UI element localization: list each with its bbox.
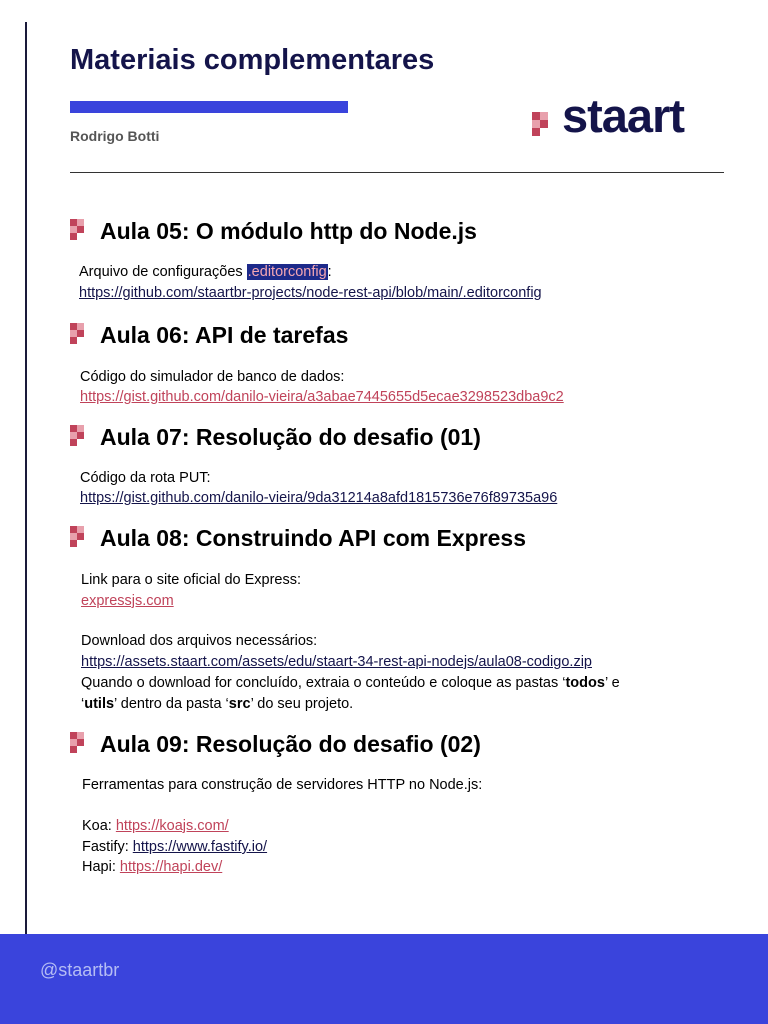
logo-wordmark: staart — [562, 89, 685, 142]
db-simulator-label: Código do simulador de banco de dados: — [80, 369, 345, 385]
section-heading-aula-06: Aula 06: API de tarefas — [70, 320, 348, 350]
fastify-item: Fastify: https://www.fastify.io/ — [82, 839, 268, 855]
title-underline-bar — [70, 101, 348, 113]
section-bullet-icon — [70, 219, 90, 243]
editorconfig-label: Arquivo de configurações .editorconfig: — [79, 264, 332, 280]
instructions-line-2: ‘utils’ dentro da pasta ‘src’ do seu projeto. — [81, 696, 354, 712]
section-bullet-icon — [70, 526, 90, 550]
koa-item: Koa: https://koajs.com/ — [82, 818, 229, 834]
section-bullet-icon — [70, 323, 90, 347]
express-site-link[interactable]: expressjs.com — [81, 593, 174, 609]
editorconfig-highlight: .editorconfig — [247, 264, 327, 280]
koa-link[interactable]: https://koajs.com/ — [115, 818, 229, 834]
fastify-link[interactable]: https://www.fastify.io/ — [132, 839, 268, 855]
hapi-item: Hapi: https://hapi.dev/ — [82, 859, 223, 875]
footer-band — [0, 934, 768, 1024]
page-title: Materiais complementares — [70, 44, 435, 76]
download-label: Download dos arquivos necessários: — [81, 633, 318, 649]
left-vertical-rule — [25, 22, 27, 972]
section-heading-aula-09: Aula 09: Resolução do desafio (02) — [70, 729, 481, 759]
put-route-link[interactable]: https://gist.github.com/danilo-vieira/9da31214a8afd1815736e76f89735a96 — [80, 490, 558, 506]
put-route-label: Código da rota PUT: — [80, 470, 211, 486]
express-site-label: Link para o site oficial do Express: — [81, 572, 302, 588]
editorconfig-link[interactable]: https://github.com/staartbr-projects/node-rest-api/blob/main/.editorconfig — [79, 285, 542, 301]
http-tools-label: Ferramentas para construção de servidores HTTP no Node.js: — [82, 777, 483, 793]
instructions-line-1: Quando o download for concluído, extraia o conteúdo e coloque as pastas ‘todos’ e — [81, 675, 620, 691]
section-bullet-icon — [70, 425, 90, 449]
section-heading-aula-07: Aula 07: Resolução do desafio (01) — [70, 422, 481, 452]
staart-logo — [532, 89, 732, 148]
section-bullet-icon — [70, 732, 90, 756]
download-link[interactable]: https://assets.staart.com/assets/edu/staart-34-rest-api-nodejs/aula08-codigo.zip — [81, 654, 592, 670]
section-heading-aula-05: Aula 05: O módulo http do Node.js — [70, 216, 477, 246]
logo-mark-icon — [532, 112, 554, 136]
social-handle: @staartbr — [40, 960, 120, 980]
hapi-link[interactable]: https://hapi.dev/ — [119, 859, 223, 875]
db-simulator-link[interactable]: https://gist.github.com/danilo-vieira/a3abae7445655d5ecae3298523dba9c2 — [80, 389, 564, 405]
section-heading-aula-08: Aula 08: Construindo API com Express — [70, 523, 526, 553]
author-name: Rodrigo Botti — [70, 128, 160, 144]
header-divider — [70, 172, 724, 173]
